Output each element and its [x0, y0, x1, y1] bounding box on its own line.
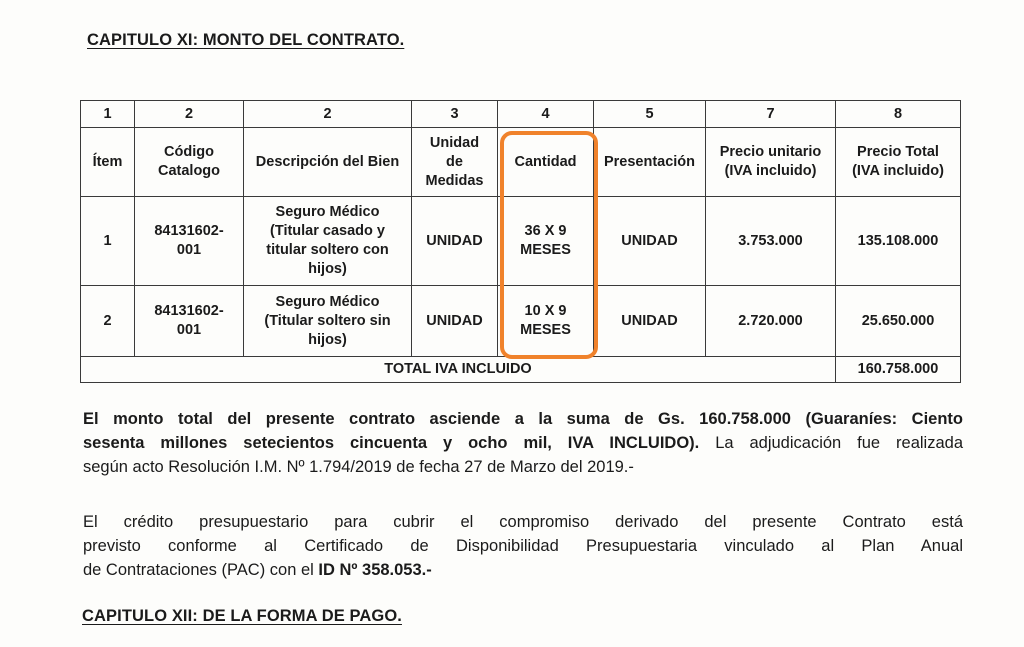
header-cell: Cantidad: [498, 128, 594, 197]
column-number: 3: [412, 101, 498, 128]
header-cell: Presentación: [594, 128, 706, 197]
paragraph-line: El crédito presupuestario para cubrir el compromiso derivado del presente Contrato está: [83, 513, 963, 531]
chapter-11-heading: CAPITULO XI: MONTO DEL CONTRATO.: [87, 31, 405, 49]
budget-credit-paragraph: [83, 510, 963, 582]
column-number: 2: [244, 101, 412, 128]
column-number: 4: [498, 101, 594, 128]
header-cell: Precio Total (IVA incluido): [836, 128, 961, 197]
description-cell: Seguro Médico (Titular casado y titular soltero con hijos): [244, 197, 412, 286]
header-cell: Precio unitario (IVA incluido): [706, 128, 836, 197]
quantity-column-highlight: [500, 131, 598, 359]
unit-price-cell: 3.753.000: [706, 197, 836, 286]
total-price-cell: 135.108.000: [836, 197, 961, 286]
header-cell: Unidad de Medidas: [412, 128, 498, 197]
chapter-12-heading: CAPITULO XII: DE LA FORMA DE PAGO.: [82, 607, 402, 625]
presentation-cell: UNIDAD: [594, 286, 706, 357]
column-number: 1: [81, 101, 135, 128]
catalog-code-cell: 84131602- 001: [135, 197, 244, 286]
item-number-cell: 1: [81, 197, 135, 286]
paragraph-line: [83, 431, 963, 455]
catalog-code-cell: 84131602- 001: [135, 286, 244, 357]
total-label: TOTAL IVA INCLUIDO: [81, 357, 836, 383]
description-cell: Seguro Médico (Titular soltero sin hijos): [244, 286, 412, 357]
header-cell: Descripción del Bien: [244, 128, 412, 197]
paragraph-text: La adjudicación fue realizada: [699, 434, 963, 452]
header-cell: Código Catalogo: [135, 128, 244, 197]
column-number-row: [81, 101, 961, 128]
paragraph-text: de Contrataciones (PAC) con el: [83, 561, 319, 579]
contract-amount-paragraph: [83, 407, 963, 479]
total-value: 160.758.000: [836, 357, 961, 383]
quantity-cell: 10 X 9 MESES: [498, 286, 594, 357]
unit-cell: UNIDAD: [412, 197, 498, 286]
total-row: [81, 357, 961, 383]
header-cell: Ítem: [81, 128, 135, 197]
amount-in-words: sesenta millones setecientos cincuenta y ocho mil, IVA INCLUIDO).: [83, 434, 700, 452]
item-number-cell: 2: [81, 286, 135, 357]
unit-price-cell: 2.720.000: [706, 286, 836, 357]
quantity-cell: 36 X 9 MESES: [498, 197, 594, 286]
paragraph-line: El monto total del presente contrato asciende a la suma de Gs. 160.758.000 (Guaraníes: Ciento: [83, 410, 963, 428]
column-number: 5: [594, 101, 706, 128]
column-number: 7: [706, 101, 836, 128]
presentation-cell: UNIDAD: [594, 197, 706, 286]
pac-id: ID Nº 358.053.-: [318, 561, 432, 579]
column-number: 2: [135, 101, 244, 128]
column-number: 8: [836, 101, 961, 128]
unit-cell: UNIDAD: [412, 286, 498, 357]
paragraph-line: previsto conforme al Certificado de Disponibilidad Presupuestaria vinculado al Plan Anual: [83, 537, 963, 555]
total-price-cell: 25.650.000: [836, 286, 961, 357]
paragraph-line: [83, 558, 963, 582]
paragraph-line: según acto Resolución I.M. Nº 1.794/2019 de fecha 27 de Marzo del 2019.-: [83, 458, 634, 476]
